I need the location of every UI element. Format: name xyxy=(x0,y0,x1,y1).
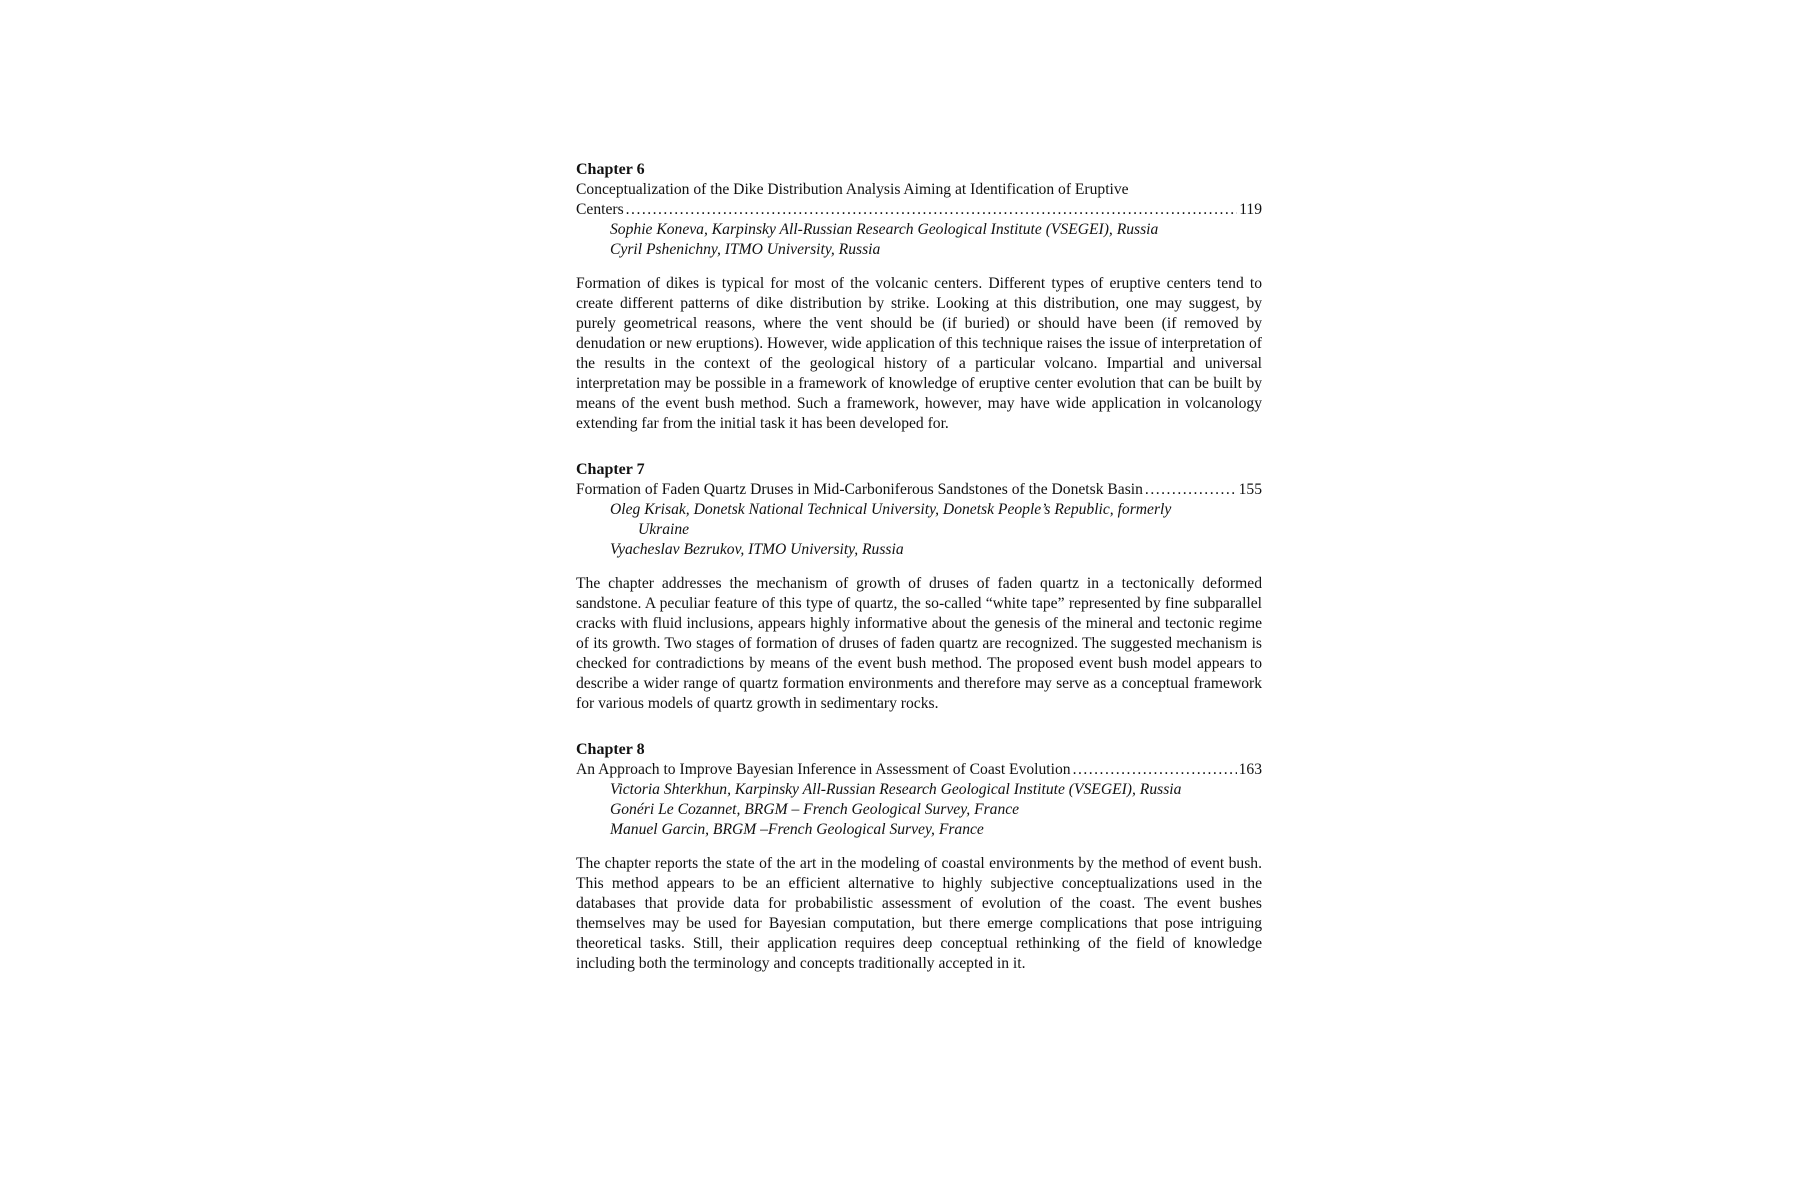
leader-dots xyxy=(1145,480,1237,500)
toc-page xyxy=(576,160,1262,1000)
chapter-8-entry xyxy=(576,740,1262,974)
page-number: 163 xyxy=(1238,761,1262,778)
toc-entry-line[interactable] xyxy=(576,480,1262,500)
author: Cyril Pshenichny, ITMO University, Russia xyxy=(610,241,881,258)
author-continuation: Ukraine xyxy=(638,521,690,538)
chapter-7-entry xyxy=(576,460,1262,714)
page-number: 119 xyxy=(1239,201,1262,218)
chapter-abstract: Formation of dikes is typical for most of the volcanic centers. Different types of eruptive centers tend to create different patterns of dike distribution by strike. Looking at this distribution, one may suggest, by purely geometrical reasons, where the vent should be (if buried) or should have been (if removed by denudation or new eruptions). However, wide application of this technique raises the issue of interpretation of the results in the context of the geological history of a particular volcano. Impartial and universal interpretation may be possible in a framework of knowledge of eruptive center evolution that can be built by means of the event bush method. Such a framework, however, may have wide application in volcanology extending far from the initial task it has been developed for. xyxy=(576,275,1262,432)
chapter-6-entry xyxy=(576,160,1262,434)
chapter-label: Chapter 8 xyxy=(576,741,645,758)
author: Victoria Shterkhun, Karpinsky All-Russian Research Geological Institute (VSEGEI), Russia xyxy=(610,781,1182,798)
toc-entry-line[interactable] xyxy=(576,200,1262,220)
chapter-abstract: The chapter addresses the mechanism of growth of druses of faden quartz in a tectonically deformed sandstone. A peculiar feature of this type of quartz, the so-called “white tape” represented by fine subparallel cracks with fluid inclusions, appears highly informative about the genesis of the mineral and tectonic regime of its growth. Two stages of formation of druses of faden quartz are recognized. The suggested mechanism is checked for contradictions by means of the event bush method. The proposed event bush model appears to describe a wider range of quartz formation environments and therefore may serve as a conceptual framework for various models of quartz growth in sedimentary rocks. xyxy=(576,575,1262,712)
chapter-abstract: The chapter reports the state of the art in the modeling of coastal environments by the method of event bush. This method appears to be an efficient alternative to highly subjective conceptualizations used in the databases that provide data for probabilistic assessment of evolution of the coast. The event bushes themselves may be used for Bayesian computation, but there emerge complications that pose intriguing theoretical tasks. Still, their application requires deep conceptual rethinking of the field of knowledge including both the terminology and concepts traditionally accepted in it. xyxy=(576,855,1262,972)
chapter-title-line: An Approach to Improve Bayesian Inference in Assessment of Coast Evolution xyxy=(576,761,1071,778)
chapter-label: Chapter 7 xyxy=(576,461,645,478)
leader-dots xyxy=(1073,760,1237,780)
author: Sophie Koneva, Karpinsky All-Russian Research Geological Institute (VSEGEI), Russia xyxy=(610,221,1159,238)
author: Gonéri Le Cozannet, BRGM – French Geological Survey, France xyxy=(610,801,1020,818)
chapter-title-line: Conceptualization of the Dike Distribution Analysis Aiming at Identification of Eruptive xyxy=(576,181,1129,198)
chapter-title-line: Centers xyxy=(576,201,624,218)
author-list xyxy=(610,500,1262,560)
leader-dots xyxy=(626,200,1238,220)
author: Oleg Krisak, Donetsk National Technical University, Donetsk People’s Republic, formerly xyxy=(610,501,1172,518)
author-list xyxy=(610,220,1262,260)
author: Manuel Garcin, BRGM –French Geological Survey, France xyxy=(610,821,984,838)
chapter-label: Chapter 6 xyxy=(576,161,645,178)
author: Vyacheslav Bezrukov, ITMO University, Russia xyxy=(610,541,904,558)
author-list xyxy=(610,780,1262,840)
chapter-title-line: Formation of Faden Quartz Druses in Mid-Carboniferous Sandstones of the Donetsk Basin xyxy=(576,481,1143,498)
toc-entry-line[interactable] xyxy=(576,760,1262,780)
page-number: 155 xyxy=(1238,481,1262,498)
